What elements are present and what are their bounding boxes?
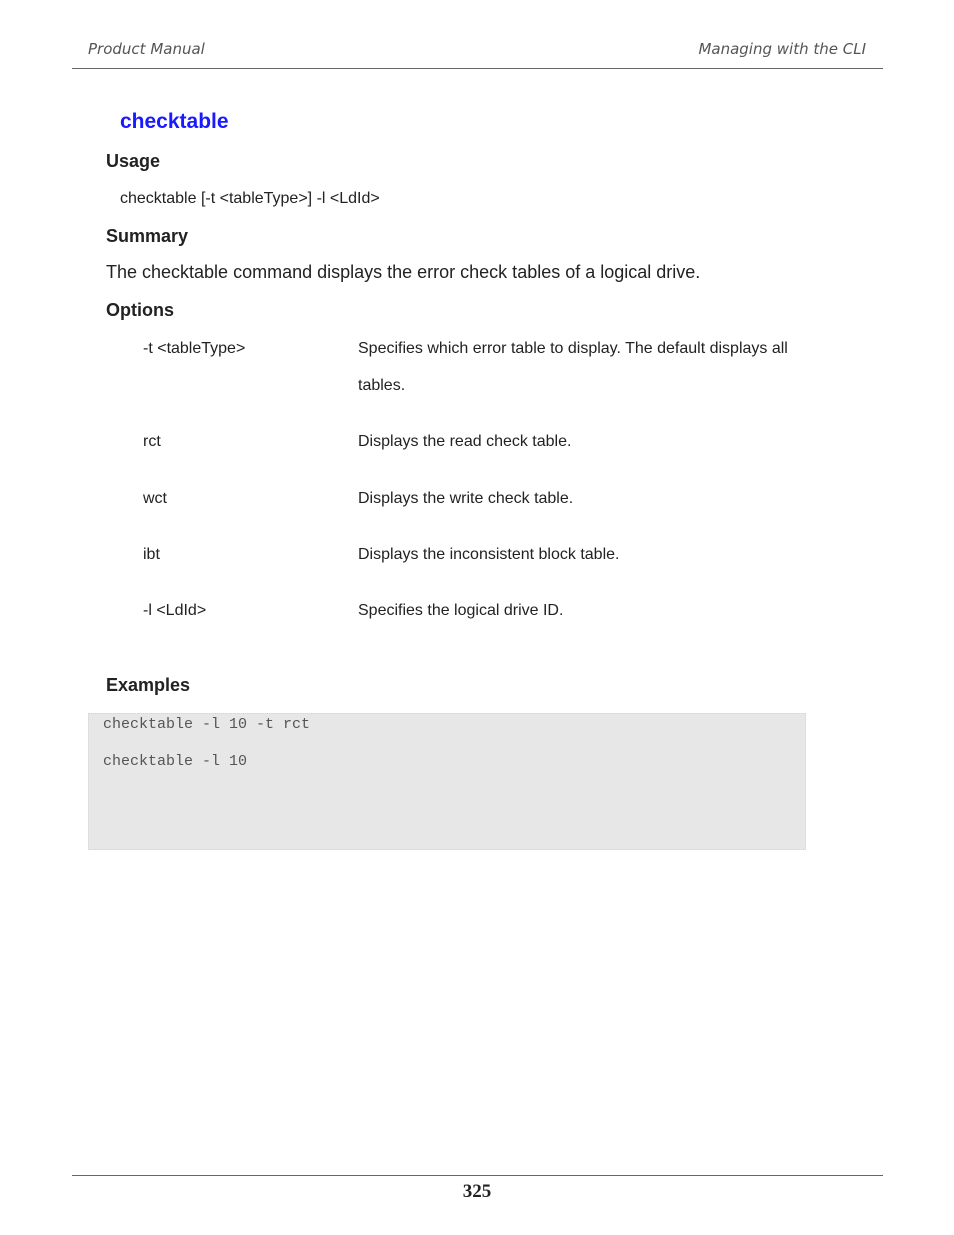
option-description: Displays the write check table. <box>358 490 574 507</box>
code-line: checktable -l 10 <box>103 753 248 770</box>
footer-divider <box>72 1175 883 1176</box>
option-name: rct <box>143 433 161 450</box>
summary-heading: Summary <box>106 226 189 246</box>
option-description: Displays the read check table. <box>358 433 572 450</box>
option-name: -t <tableType> <box>143 340 246 357</box>
examples-heading: Examples <box>106 675 191 695</box>
usage-syntax: checktable [-t <tableType>] -l <LdId> <box>120 190 380 207</box>
option-name: -l <LdId> <box>143 602 207 619</box>
option-name: ibt <box>143 546 160 563</box>
page-title: checktable <box>120 110 229 133</box>
code-example-block <box>88 713 806 850</box>
option-description-continued: tables. <box>358 377 406 394</box>
option-description: Specifies the logical drive ID. <box>358 602 564 619</box>
header-divider <box>72 68 883 69</box>
header-right: Managing with the CLI <box>698 40 866 58</box>
options-heading: Options <box>106 300 174 320</box>
usage-heading: Usage <box>106 151 161 171</box>
summary-text: The checktable command displays the error check tables of a logical drive. <box>106 262 701 282</box>
code-line: checktable -l 10 -t rct <box>103 716 311 733</box>
option-description: Displays the inconsistent block table. <box>358 546 620 563</box>
header-left: Product Manual <box>88 40 205 58</box>
option-name: wct <box>143 490 167 507</box>
option-description: Specifies which error table to display. The default displays all <box>358 340 788 357</box>
page-number: 325 <box>462 1181 492 1202</box>
